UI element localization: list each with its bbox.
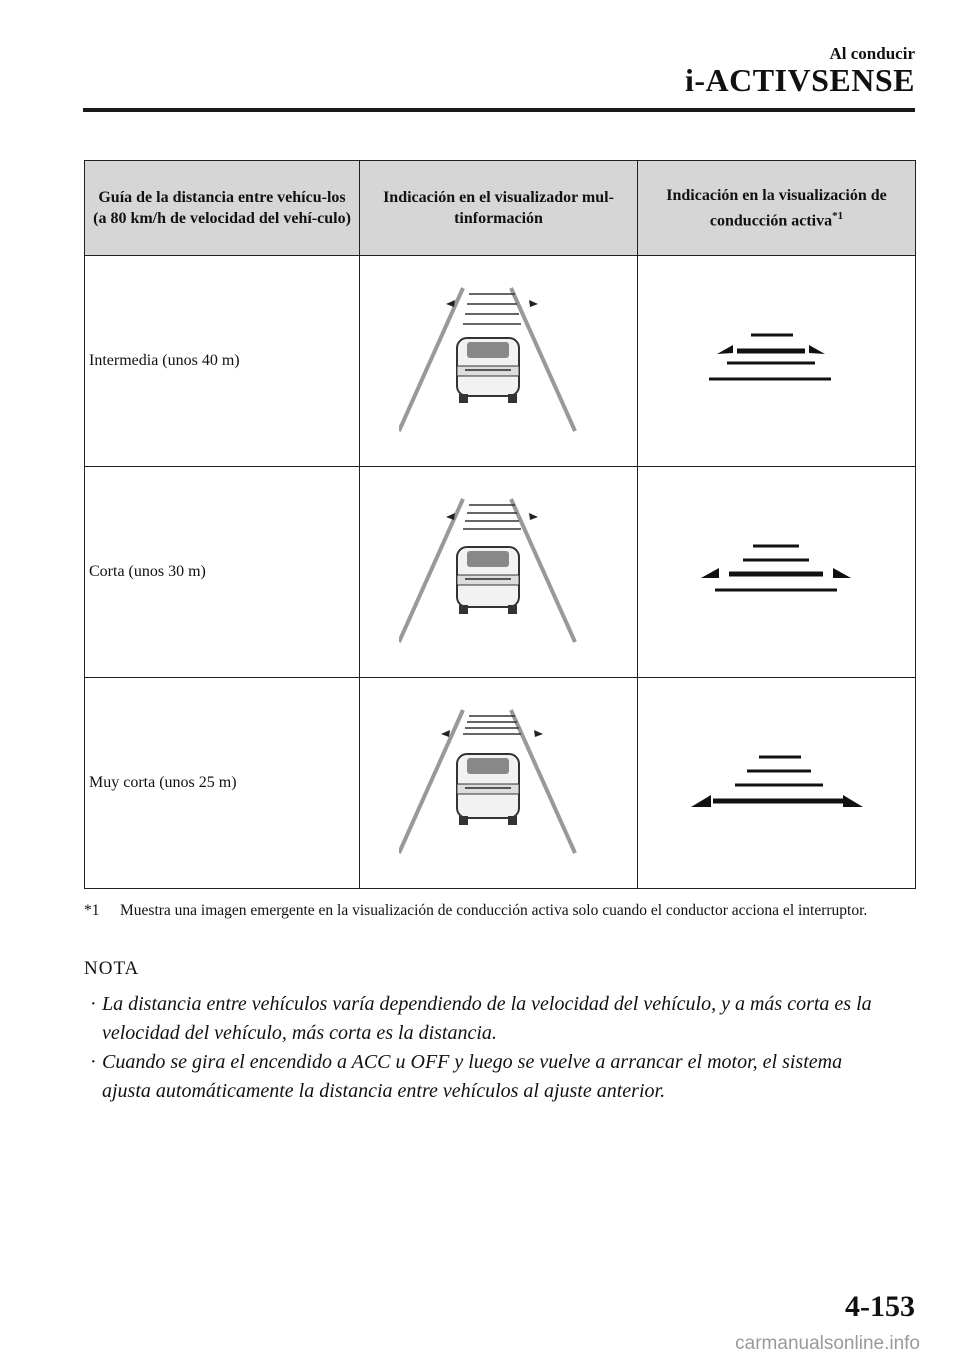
car-lane-icon [399, 286, 599, 436]
row-label-short: Corta (unos 30 m) [85, 467, 360, 678]
header-active-driving-display [638, 161, 916, 256]
active-display-short [638, 467, 916, 678]
header-rule [83, 108, 915, 112]
page-title: i-ACTIVSENSE [684, 62, 915, 98]
footnote-mark: *1 [84, 902, 100, 919]
row-label-intermediate: Intermedia (unos 40 m) [85, 256, 360, 467]
table-row [85, 467, 916, 678]
bullet-icon: · [90, 1051, 97, 1073]
mid-display-intermediate [360, 256, 638, 467]
active-display-intermediate [638, 256, 916, 467]
row-label-very-short: Muy corta (unos 25 m) [85, 678, 360, 889]
bullet-icon: · [90, 993, 97, 1015]
footnote-ref: *1 [832, 209, 844, 222]
distance-bars-icon [697, 542, 857, 602]
page-number: 4-153 [845, 1290, 915, 1323]
active-display-very-short [638, 678, 916, 889]
note-list [84, 990, 874, 1106]
header-distance-guide: Guía de la distancia entre vehícu-los (a 80 km/h de velocidad del vehí-culo) [85, 161, 360, 256]
table-row [85, 256, 916, 467]
car-lane-icon [399, 708, 599, 858]
list-item [84, 1048, 874, 1106]
footnote-text: Muestra una imagen emergente en la visualización de conducción activa solo cuando el conductor acciona el interruptor. [120, 902, 868, 919]
note-text: Cuando se gira el encendido a ACC u OFF y luego se vuelve a arrancar el motor, el sistema ajusta automáticamente la distancia entre vehículos al ajuste anterior. [102, 1051, 843, 1102]
watermark: carmanualsonline.info [735, 1333, 920, 1354]
distance-bars-icon [707, 331, 847, 391]
header-active-driving-text: Indicación en la visualización de conducción activa [666, 186, 887, 230]
section-title: Al conducir [829, 44, 915, 63]
list-item [84, 990, 874, 1048]
header-multi-info-display: Indicación en el visualizador mul-tinformación [360, 161, 638, 256]
note-text: La distancia entre vehículos varía dependiendo de la velocidad del vehículo, y a más corta es la velocidad del vehículo, más corta es la distancia. [102, 993, 872, 1044]
table-header-row [85, 161, 916, 256]
distance-table [84, 160, 916, 889]
table-row [85, 678, 916, 889]
note-title: NOTA [84, 958, 140, 979]
mid-display-very-short [360, 678, 638, 889]
distance-bars-icon [687, 753, 867, 813]
footnote [84, 900, 904, 922]
car-lane-icon [399, 497, 599, 647]
mid-display-short [360, 467, 638, 678]
